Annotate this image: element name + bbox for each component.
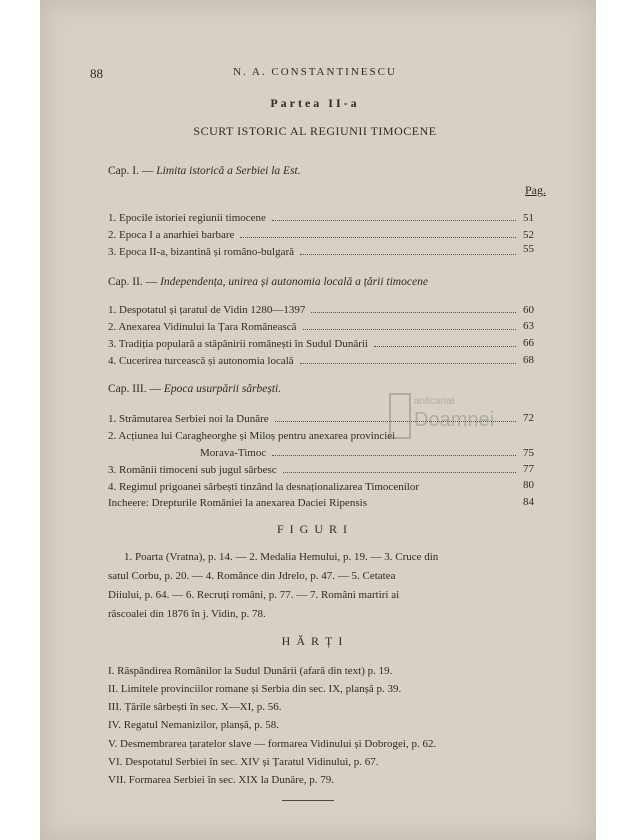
toc-page: 77 bbox=[523, 463, 534, 475]
map-item: VII. Formarea Serbiei în sec. XIX la Dunăre, p. 79. bbox=[108, 774, 335, 786]
toc-entry: 2. Anexarea Vidinului la Țara Românească bbox=[108, 321, 520, 333]
chapter-label: Cap. I. — bbox=[108, 165, 154, 177]
chapter-title: Limita istorică a Serbiei la Est. bbox=[156, 165, 301, 177]
end-rule bbox=[282, 800, 334, 801]
toc-page: 63 bbox=[523, 320, 534, 332]
page-number: 88 bbox=[90, 66, 103, 81]
toc-entry: 1. Despotatul și țaratul de Vidin 1280—1397 bbox=[108, 304, 520, 316]
toc-entry: 4. Regimul prigoanei sârbești tinzând la desnaționalizarea Timocenilor bbox=[108, 481, 419, 493]
map-item: II. Limitele provinciilor romane și Serbia din sec. IX, planșă p. 39. bbox=[108, 683, 402, 695]
toc-page: 75 bbox=[523, 447, 534, 459]
chapter-label: Cap. III. — bbox=[108, 383, 162, 395]
toc-entry: 3. Românii timoceni sub jugul sârbesc bbox=[108, 464, 520, 476]
chapter-heading bbox=[108, 276, 428, 288]
toc-page: 68 bbox=[523, 354, 534, 366]
toc-page: 80 bbox=[523, 479, 534, 491]
toc-page: 72 bbox=[523, 412, 534, 424]
map-item: I. Răspândirea Românilor la Sudul Dunării (afară din text) p. 19. bbox=[108, 665, 393, 677]
map-item: IV. Regatul Nemanizilor, planșă, p. 58. bbox=[108, 719, 280, 731]
part-title: SCURT ISTORIC AL REGIUNII TIMOCENE bbox=[193, 124, 437, 138]
chapter-heading bbox=[108, 165, 301, 177]
toc-entry: Incheere: Drepturile României la anexarea Daciei Ripensis bbox=[108, 497, 367, 509]
toc-entry: 1. Epocile istoriei regiunii timocene bbox=[108, 212, 520, 224]
pag-column-header: Pag. bbox=[525, 183, 546, 197]
chapter-label: Cap. II. — bbox=[108, 276, 158, 288]
toc-entry: 3. Epoca II-a, bizantină și româno-bulgară bbox=[108, 246, 520, 258]
toc-entry: 2. Epoca I a anarhiei barbare bbox=[108, 229, 520, 241]
toc-entry: 1. Strămutarea Serbiei noi la Dunăre bbox=[108, 413, 520, 425]
toc-entry: 4. Cucerirea turcească și autonomia locală bbox=[108, 355, 520, 367]
map-item: III. Țările sârbești în sec. X—XI, p. 56. bbox=[108, 701, 282, 713]
map-item: VI. Despotatul Serbiei în sec. XIV și Țaratul Vidinului, p. 67. bbox=[108, 756, 379, 768]
chapter-heading bbox=[108, 383, 281, 395]
figures-heading: FIGURI bbox=[276, 522, 353, 536]
part-heading: Partea II-a bbox=[270, 96, 360, 110]
maps-heading: HĂRȚI bbox=[281, 634, 349, 648]
watermark-logo bbox=[384, 380, 504, 450]
chapter-title: Epoca usurpării sârbești. bbox=[163, 383, 282, 395]
toc-page: 51 bbox=[523, 212, 534, 224]
toc-page: 52 bbox=[523, 229, 534, 241]
figures-list: 1. Poarta (Vratna), p. 14. — 2. Medalia Hemului, p. 19. — 3. Cruce din satul Corbu, p. 20. — 4. Românce din Jdrelo, p. 47. — 5. Cetatea Diiului, p. 64. — 6. Recruți români, p. 77. — 7. Români martiri ai răscoalei din 1876 în j. Vidin, p. 78. bbox=[108, 551, 439, 620]
running-head: N. A. CONSTANTINESCU bbox=[233, 66, 397, 78]
watermark-line2: Doamnei bbox=[414, 409, 495, 431]
map-item: V. Desmembrarea țaratelor slave — formarea Vidinului și Dobrogei, p. 62. bbox=[108, 738, 437, 750]
toc-page: 60 bbox=[523, 304, 534, 316]
toc-page: 84 bbox=[523, 496, 534, 508]
chapter-title: Independența, unirea și autonomia locală a țării timocene bbox=[160, 276, 428, 288]
toc-page: 66 bbox=[523, 337, 534, 349]
toc-entry: Morava-Timoc bbox=[200, 447, 520, 459]
toc-entry: 3. Tradiția populară a stăpânirii românești în Sudul Dunării bbox=[108, 338, 520, 350]
watermark-line1: anticariat bbox=[414, 396, 455, 407]
toc-entry: 2. Acțiunea lui Caragheorghe și Miloș pentru anexarea provinciei bbox=[108, 430, 396, 442]
toc-page: 55 bbox=[523, 243, 534, 255]
